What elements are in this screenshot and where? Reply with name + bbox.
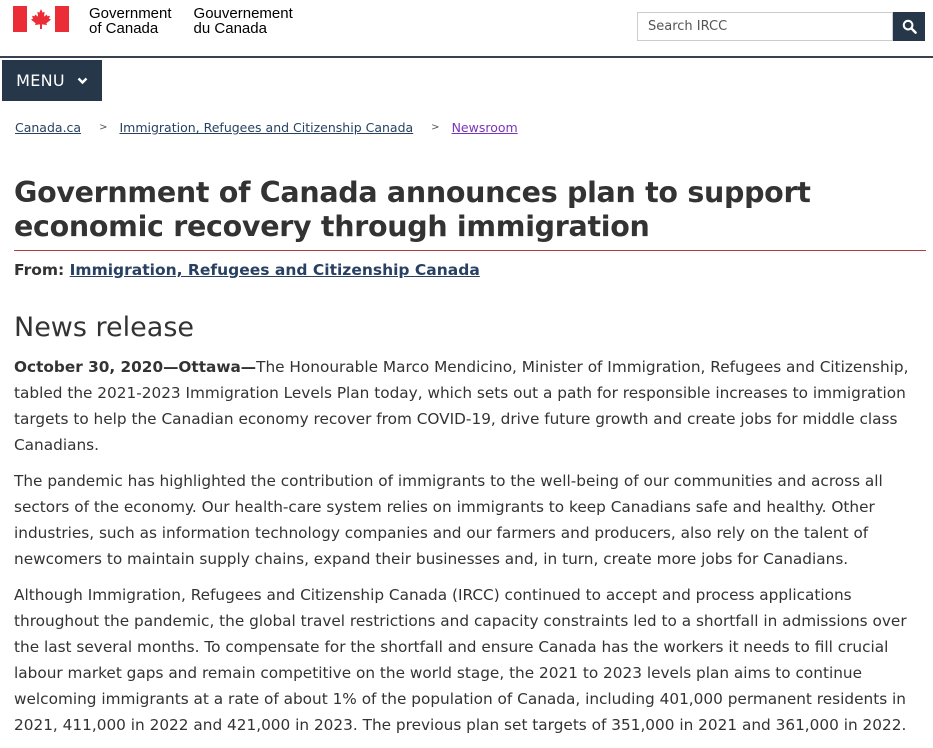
- signature-en-line2: of Canada: [89, 20, 159, 37]
- search-form: [637, 12, 925, 41]
- search-icon: [902, 19, 917, 34]
- article-body: [14, 354, 929, 748]
- signature-fr-line2: du Canada: [193, 20, 267, 37]
- breadcrumb-ircc[interactable]: Immigration, Refugees and Citizenship Canada: [119, 120, 414, 135]
- search-input[interactable]: [637, 12, 893, 41]
- government-signature[interactable]: [13, 6, 293, 36]
- signature-en-line1: Government: [89, 5, 172, 22]
- signature-english: [89, 6, 172, 36]
- paragraph-1: [14, 354, 929, 458]
- canada-flag-icon: [13, 6, 69, 32]
- menu-button[interactable]: [2, 60, 102, 101]
- breadcrumb-newsroom[interactable]: Newsroom: [451, 120, 518, 135]
- breadcrumb-separator: >: [99, 122, 108, 133]
- breadcrumb-canada-ca[interactable]: Canada.ca: [15, 120, 82, 135]
- section-title: News release: [14, 312, 194, 343]
- page-title: Government of Canada announces plan to support economic recovery through immigration: [14, 176, 926, 251]
- dateline: October 30, 2020—Ottawa—: [14, 358, 257, 376]
- signature-fr-line1: Gouvernement: [193, 5, 293, 22]
- from-label: From:: [14, 261, 65, 279]
- paragraph-1-text: The Honourable Marco Mendicino, Minister of Immigration, Refugees and Citizenship, tabled the 2021-2023 Immigration Levels Plan today, which sets out a path for responsible increases to immigration targets to help the Canadian economy recover from COVID-19, drive future growth and create jobs for middle class Canadians.: [14, 358, 909, 454]
- search-button[interactable]: [893, 12, 925, 41]
- from-line: [14, 261, 480, 279]
- breadcrumb-separator: >: [431, 122, 440, 133]
- paragraph-2: The pandemic has highlighted the contribution of immigrants to the well-being of our communities and across all sectors of the economy. Our health-care system relies on immigrants to keep Canadians safe and healthy. Other industries, such as information technology companies and our farmers and producers, also rely on the talent of newcomers to maintain supply chains, expand their businesses and, in turn, create more jobs for Canadians.: [14, 472, 883, 568]
- from-department-link[interactable]: Immigration, Refugees and Citizenship Canada: [69, 261, 480, 279]
- chevron-down-icon: [77, 77, 88, 85]
- site-header: [0, 0, 933, 58]
- menu-label: MENU: [16, 71, 65, 90]
- paragraph-3: Although Immigration, Refugees and Citizenship Canada (IRCC) continued to accept and process applications throughout the pandemic, the global travel restrictions and capacity constraints led to a shortfall in admissions over the last several months. To compensate for the shortfall and ensure Canada has the workers it needs to fill crucial labour market gaps and remain competitive on the world stage, the 2021 to 2023 levels plan aims to continue welcoming immigrants at a rate of about 1% of the population of Canada, including 401,000 permanent residents in 2021, 411,000 in 2022 and 421,000 in 2023. The previous plan set targets of 351,000 in 2021 and 361,000 in 2022.: [14, 586, 907, 734]
- breadcrumb: [15, 120, 518, 135]
- signature-french: [194, 6, 293, 36]
